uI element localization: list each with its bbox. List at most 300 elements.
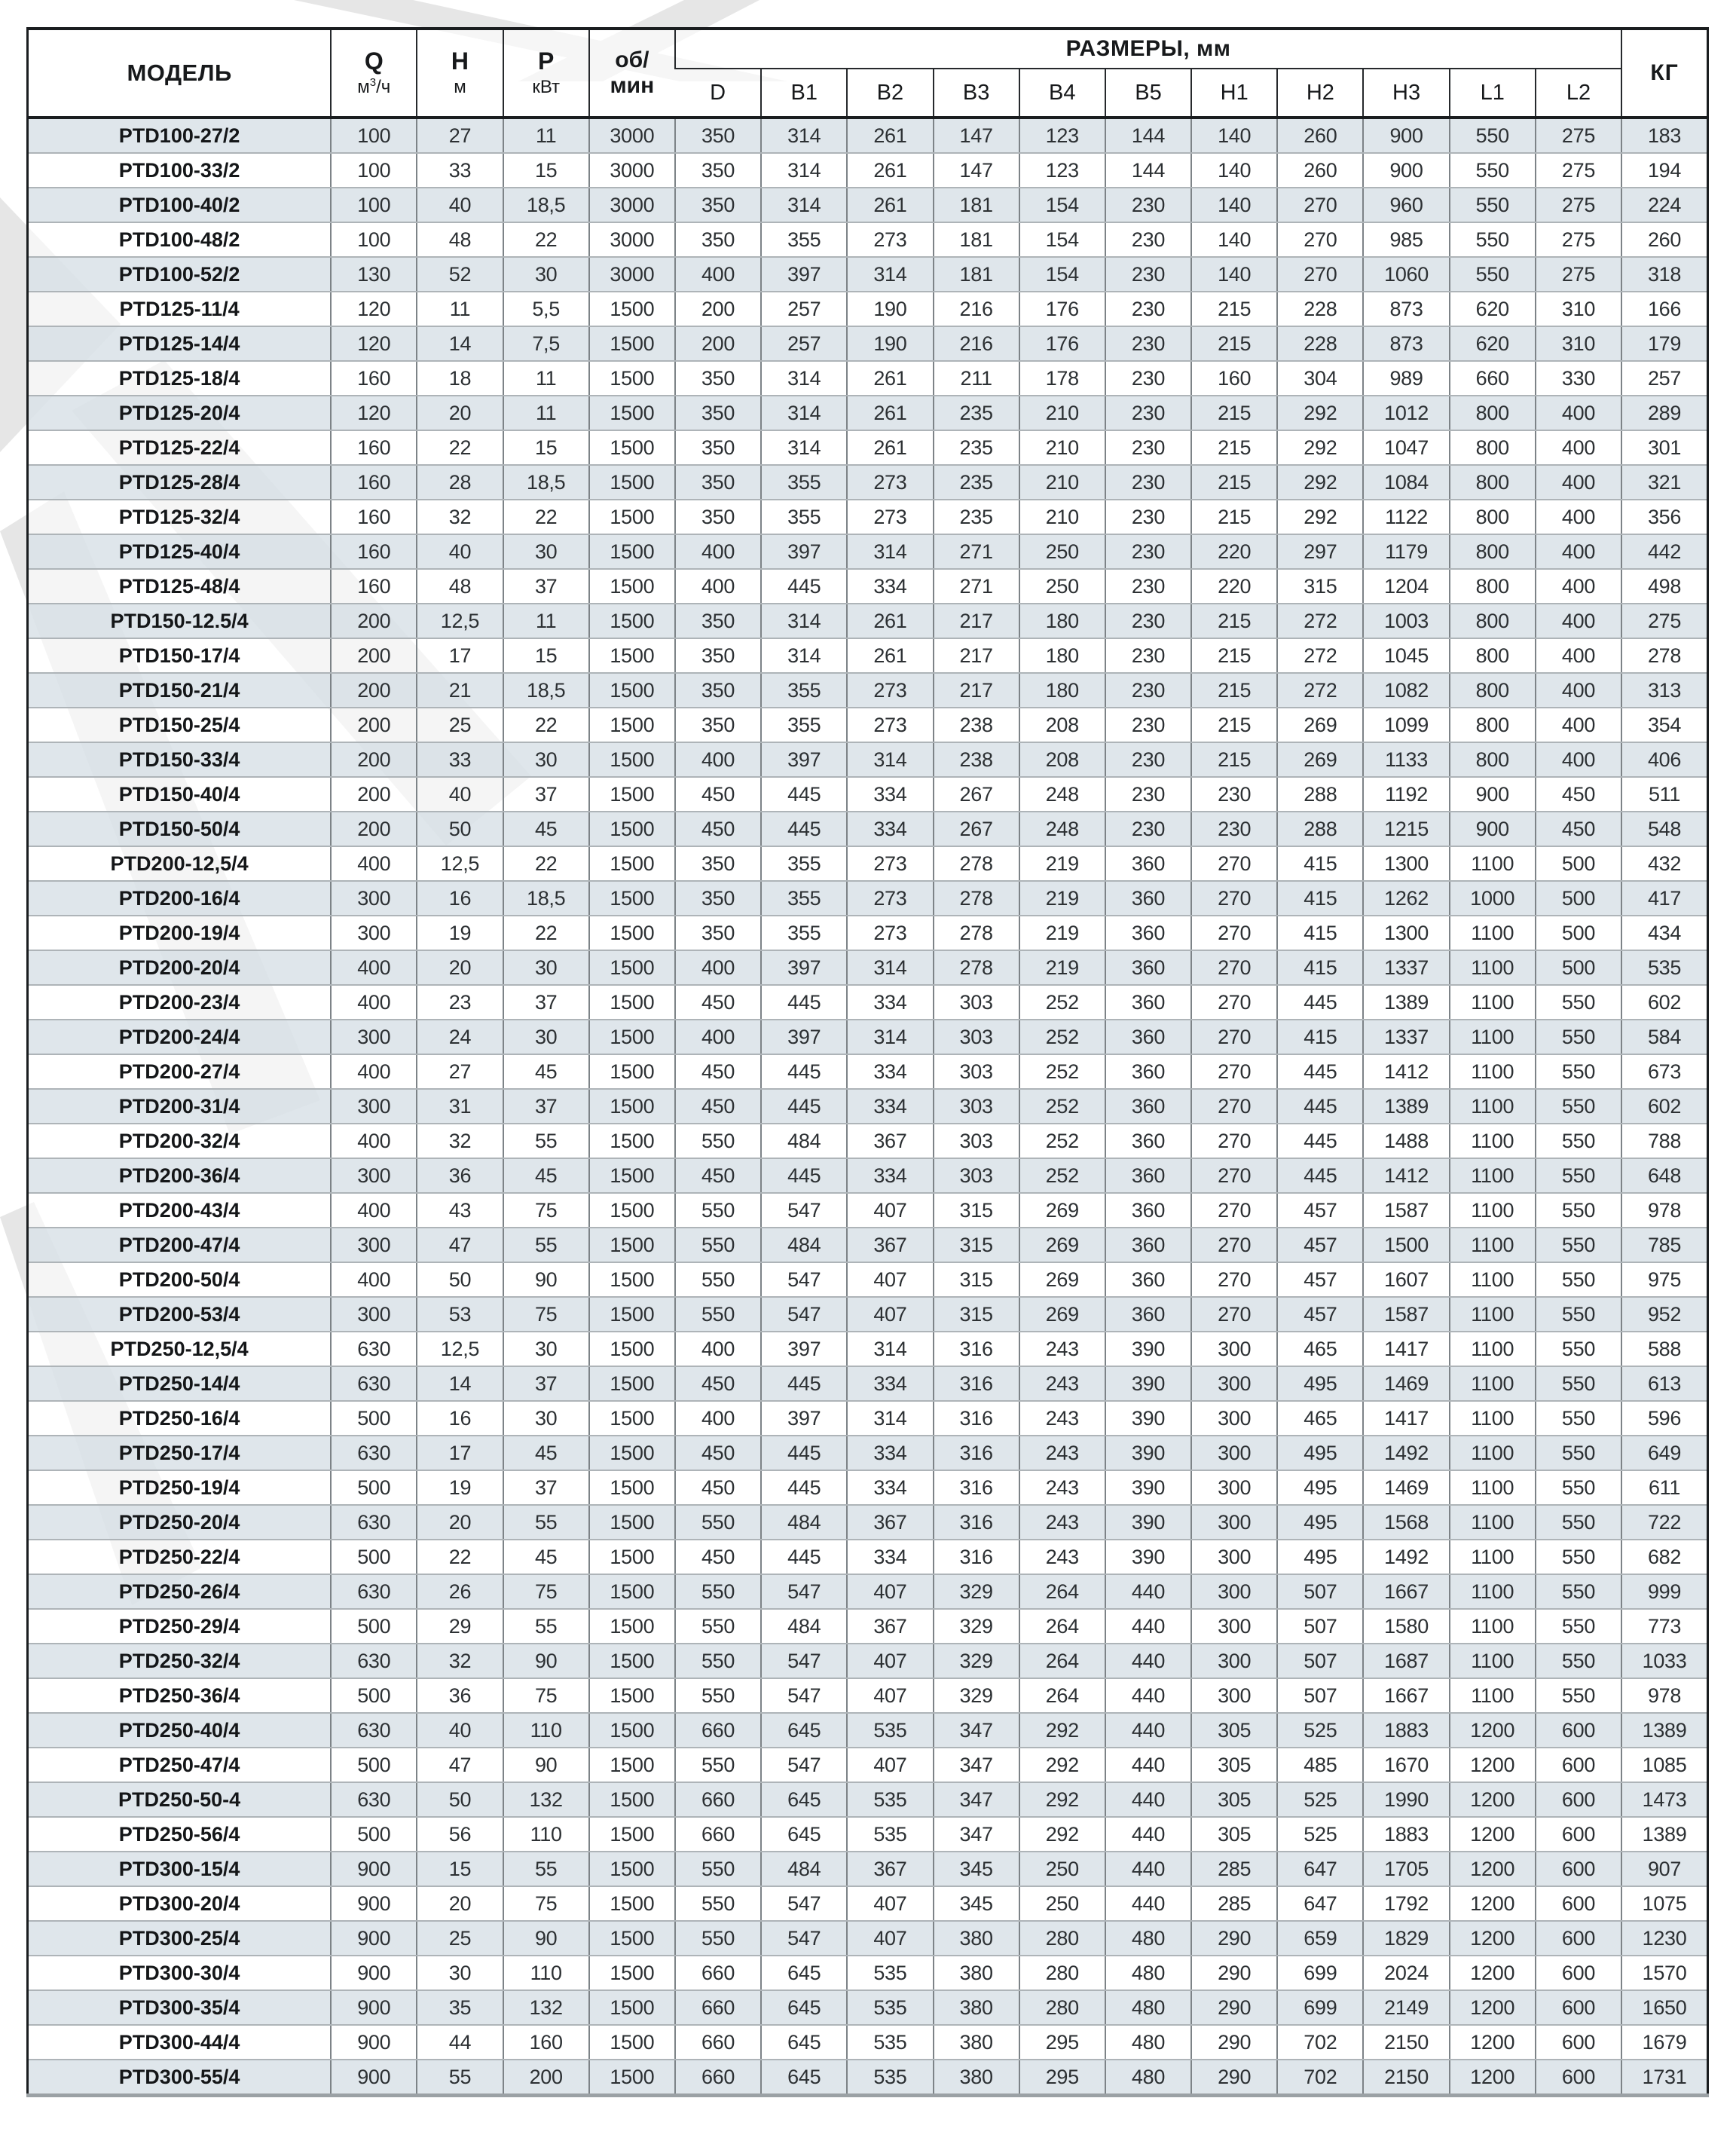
value-cell: 23 (417, 985, 503, 1020)
value-cell: 1883 (1363, 1817, 1449, 1852)
value-cell: 550 (1450, 118, 1536, 153)
value-cell: 1100 (1450, 846, 1536, 881)
value-cell: 406 (1621, 742, 1707, 777)
value-cell: 1100 (1450, 1644, 1536, 1678)
pump-spec-table (26, 27, 1709, 2097)
value-cell: 445 (761, 569, 847, 604)
value-cell: 270 (1277, 188, 1363, 222)
value-cell: 267 (934, 812, 1019, 846)
value-cell: 334 (847, 812, 933, 846)
value-cell: 480 (1105, 1990, 1191, 2025)
value-cell: 132 (503, 1990, 589, 2025)
value-cell: 216 (934, 292, 1019, 326)
value-cell: 1500 (589, 1297, 675, 1332)
value-cell: 600 (1536, 2025, 1621, 2060)
value-cell: 350 (675, 881, 761, 916)
value-cell: 290 (1191, 1956, 1277, 1990)
value-cell: 316 (934, 1436, 1019, 1470)
value-cell: 334 (847, 985, 933, 1020)
value-cell: 1500 (589, 742, 675, 777)
value-cell: 1100 (1450, 1401, 1536, 1436)
value-cell: 30 (503, 950, 589, 985)
table-row (28, 1505, 1708, 1540)
value-cell: 230 (1105, 569, 1191, 604)
value-cell: 210 (1019, 500, 1105, 534)
value-cell: 334 (847, 569, 933, 604)
value-cell: 215 (1191, 465, 1277, 500)
value-cell: 273 (847, 222, 933, 257)
table-row (28, 2025, 1708, 2060)
value-cell: 292 (1019, 1713, 1105, 1748)
value-cell: 450 (675, 1158, 761, 1193)
value-cell: 457 (1277, 1228, 1363, 1262)
value-cell: 354 (1621, 708, 1707, 742)
value-cell: 32 (417, 500, 503, 534)
value-cell: 90 (503, 1262, 589, 1297)
h-label: Н (451, 47, 469, 75)
value-cell: 305 (1191, 1713, 1277, 1748)
value-cell: 178 (1019, 361, 1105, 396)
value-cell: 275 (1621, 604, 1707, 638)
value-cell: 355 (761, 222, 847, 257)
value-cell: 250 (1019, 1886, 1105, 1921)
value-cell: 659 (1277, 1921, 1363, 1956)
value-cell: 495 (1277, 1436, 1363, 1470)
value-cell: 252 (1019, 1124, 1105, 1158)
value-cell: 1500 (589, 777, 675, 812)
value-cell: 75 (503, 1886, 589, 1921)
model-cell: PTD250-20/4 (28, 1505, 332, 1540)
value-cell: 350 (675, 673, 761, 708)
value-cell: 1500 (589, 1817, 675, 1852)
value-cell: 550 (675, 1262, 761, 1297)
value-cell: 1500 (589, 1436, 675, 1470)
value-cell: 548 (1621, 812, 1707, 846)
value-cell: 445 (1277, 985, 1363, 1020)
value-cell: 1000 (1450, 881, 1536, 916)
value-cell: 270 (1191, 881, 1277, 916)
value-cell: 75 (503, 1297, 589, 1332)
value-cell: 900 (331, 2025, 417, 2060)
value-cell: 248 (1019, 812, 1105, 846)
value-cell: 800 (1450, 638, 1536, 673)
value-cell: 215 (1191, 500, 1277, 534)
value-cell: 147 (934, 118, 1019, 153)
table-row (28, 1609, 1708, 1644)
value-cell: 273 (847, 465, 933, 500)
value-cell: 48 (417, 222, 503, 257)
value-cell: 48 (417, 569, 503, 604)
table-row (28, 2060, 1708, 2096)
value-cell: 24 (417, 1020, 503, 1054)
value-cell: 507 (1277, 1644, 1363, 1678)
value-cell: 11 (503, 361, 589, 396)
value-cell: 380 (934, 2025, 1019, 2060)
value-cell: 900 (331, 1921, 417, 1956)
value-cell: 32 (417, 1124, 503, 1158)
value-cell: 120 (331, 292, 417, 326)
column-header-p (503, 29, 589, 118)
value-cell: 434 (1621, 916, 1707, 950)
value-cell: 484 (761, 1609, 847, 1644)
value-cell: 800 (1450, 569, 1536, 604)
value-cell: 235 (934, 430, 1019, 465)
value-cell: 100 (331, 188, 417, 222)
value-cell: 660 (675, 2060, 761, 2096)
value-cell: 682 (1621, 1540, 1707, 1574)
value-cell: 1587 (1363, 1193, 1449, 1228)
value-cell: 1100 (1450, 1193, 1536, 1228)
table-row (28, 812, 1708, 846)
value-cell: 550 (1536, 1089, 1621, 1124)
value-cell: 1492 (1363, 1436, 1449, 1470)
value-cell: 1033 (1621, 1644, 1707, 1678)
value-cell: 272 (1277, 638, 1363, 673)
value-cell: 290 (1191, 1921, 1277, 1956)
value-cell: 450 (1536, 812, 1621, 846)
value-cell: 264 (1019, 1609, 1105, 1644)
value-cell: 480 (1105, 1921, 1191, 1956)
value-cell: 22 (503, 708, 589, 742)
value-cell: 252 (1019, 1054, 1105, 1089)
value-cell: 999 (1621, 1574, 1707, 1609)
value-cell: 1100 (1450, 1228, 1536, 1262)
value-cell: 22 (503, 222, 589, 257)
value-cell: 355 (761, 500, 847, 534)
value-cell: 407 (847, 1748, 933, 1782)
value-cell: 550 (675, 1193, 761, 1228)
value-cell: 550 (1450, 257, 1536, 292)
table-row (28, 153, 1708, 188)
value-cell: 22 (503, 846, 589, 881)
value-cell: 1085 (1621, 1748, 1707, 1782)
p-unit: кВт (532, 76, 561, 97)
value-cell: 1500 (589, 326, 675, 361)
value-cell: 228 (1277, 326, 1363, 361)
value-cell: 535 (847, 2060, 933, 2096)
model-cell: PTD125-48/4 (28, 569, 332, 604)
value-cell: 261 (847, 361, 933, 396)
value-cell: 800 (1450, 500, 1536, 534)
value-cell: 230 (1105, 465, 1191, 500)
value-cell: 271 (934, 569, 1019, 604)
value-cell: 33 (417, 153, 503, 188)
value-cell: 400 (1536, 465, 1621, 500)
value-cell: 445 (761, 1158, 847, 1193)
value-cell: 194 (1621, 153, 1707, 188)
value-cell: 445 (761, 1089, 847, 1124)
value-cell: 400 (675, 1020, 761, 1054)
table-row (28, 1366, 1708, 1401)
value-cell: 314 (761, 188, 847, 222)
value-cell: 400 (675, 569, 761, 604)
value-cell: 334 (847, 1470, 933, 1505)
value-cell: 1687 (1363, 1644, 1449, 1678)
column-header-h3: H3 (1363, 69, 1449, 118)
column-header-b4: B4 (1019, 69, 1105, 118)
value-cell: 547 (761, 1262, 847, 1297)
value-cell: 230 (1105, 361, 1191, 396)
value-cell: 219 (1019, 846, 1105, 881)
column-header-b2: B2 (847, 69, 933, 118)
value-cell: 400 (331, 985, 417, 1020)
value-cell: 400 (1536, 638, 1621, 673)
value-cell: 550 (675, 1505, 761, 1540)
value-cell: 1417 (1363, 1401, 1449, 1436)
value-cell: 550 (1536, 1366, 1621, 1401)
value-cell: 457 (1277, 1262, 1363, 1297)
value-cell: 800 (1450, 430, 1536, 465)
value-cell: 270 (1277, 257, 1363, 292)
value-cell: 1100 (1450, 1609, 1536, 1644)
value-cell: 873 (1363, 326, 1449, 361)
value-cell: 261 (847, 188, 933, 222)
value-cell: 261 (847, 638, 933, 673)
value-cell: 272 (1277, 604, 1363, 638)
column-header-h1: H1 (1191, 69, 1277, 118)
value-cell: 37 (503, 1089, 589, 1124)
value-cell: 450 (675, 812, 761, 846)
value-cell: 316 (934, 1401, 1019, 1436)
value-cell: 228 (1277, 292, 1363, 326)
value-cell: 269 (1277, 742, 1363, 777)
value-cell: 260 (1621, 222, 1707, 257)
value-cell: 2024 (1363, 1956, 1449, 1990)
model-cell: PTD125-18/4 (28, 361, 332, 396)
value-cell: 450 (675, 777, 761, 812)
value-cell: 400 (1536, 534, 1621, 569)
value-cell: 297 (1277, 534, 1363, 569)
value-cell: 1100 (1450, 1297, 1536, 1332)
value-cell: 230 (1105, 292, 1191, 326)
value-cell: 445 (761, 1436, 847, 1470)
value-cell: 400 (1536, 396, 1621, 430)
value-cell: 345 (934, 1886, 1019, 1921)
value-cell: 140 (1191, 118, 1277, 153)
model-cell: PTD150-33/4 (28, 742, 332, 777)
value-cell: 250 (1019, 569, 1105, 604)
value-cell: 1100 (1450, 1470, 1536, 1505)
value-cell: 303 (934, 985, 1019, 1020)
value-cell: 660 (675, 1782, 761, 1817)
value-cell: 1580 (1363, 1609, 1449, 1644)
table-row (28, 1193, 1708, 1228)
value-cell: 800 (1450, 465, 1536, 500)
value-cell: 305 (1191, 1817, 1277, 1852)
value-cell: 1679 (1621, 2025, 1707, 2060)
value-cell: 250 (1019, 534, 1105, 569)
value-cell: 445 (761, 1054, 847, 1089)
model-cell: PTD125-22/4 (28, 430, 332, 465)
value-cell: 243 (1019, 1470, 1105, 1505)
value-cell: 100 (331, 118, 417, 153)
table-row (28, 1540, 1708, 1574)
value-cell: 17 (417, 638, 503, 673)
value-cell: 1469 (1363, 1366, 1449, 1401)
value-cell: 432 (1621, 846, 1707, 881)
table-row (28, 1262, 1708, 1297)
value-cell: 264 (1019, 1574, 1105, 1609)
column-header-d: D (675, 69, 761, 118)
value-cell: 1500 (589, 2060, 675, 2096)
value-cell: 154 (1019, 188, 1105, 222)
value-cell: 40 (417, 777, 503, 812)
value-cell: 215 (1191, 708, 1277, 742)
value-cell: 440 (1105, 1713, 1191, 1748)
value-cell: 1133 (1363, 742, 1449, 777)
value-cell: 360 (1105, 1020, 1191, 1054)
table-row (28, 638, 1708, 673)
value-cell: 484 (761, 1852, 847, 1886)
value-cell: 15 (503, 638, 589, 673)
value-cell: 500 (1536, 916, 1621, 950)
value-cell: 645 (761, 2060, 847, 2096)
value-cell: 270 (1191, 1054, 1277, 1089)
value-cell: 484 (761, 1505, 847, 1540)
value-cell: 33 (417, 742, 503, 777)
value-cell: 1500 (589, 708, 675, 742)
value-cell: 400 (675, 742, 761, 777)
value-cell: 230 (1105, 396, 1191, 430)
value-cell: 535 (847, 1782, 933, 1817)
value-cell: 702 (1277, 2060, 1363, 2096)
value-cell: 873 (1363, 292, 1449, 326)
value-cell: 547 (761, 1644, 847, 1678)
model-cell: PTD200-16/4 (28, 881, 332, 916)
value-cell: 22 (417, 430, 503, 465)
value-cell: 27 (417, 1054, 503, 1089)
value-cell: 397 (761, 1332, 847, 1366)
value-cell: 535 (1621, 950, 1707, 985)
value-cell: 1500 (589, 1886, 675, 1921)
value-cell: 360 (1105, 881, 1191, 916)
value-cell: 445 (761, 1366, 847, 1401)
value-cell: 1200 (1450, 1713, 1536, 1748)
value-cell: 1045 (1363, 638, 1449, 673)
value-cell: 269 (1019, 1193, 1105, 1228)
value-cell: 1500 (589, 2025, 675, 2060)
value-cell: 649 (1621, 1436, 1707, 1470)
value-cell: 37 (503, 985, 589, 1020)
model-cell: PTD200-20/4 (28, 950, 332, 985)
value-cell: 334 (847, 1366, 933, 1401)
model-cell: PTD200-31/4 (28, 1089, 332, 1124)
value-cell: 210 (1019, 396, 1105, 430)
value-cell: 29 (417, 1609, 503, 1644)
value-cell: 350 (675, 396, 761, 430)
value-cell: 440 (1105, 1782, 1191, 1817)
value-cell: 550 (1536, 1297, 1621, 1332)
value-cell: 360 (1105, 1089, 1191, 1124)
value-cell: 407 (847, 1574, 933, 1609)
value-cell: 400 (1536, 604, 1621, 638)
value-cell: 140 (1191, 153, 1277, 188)
value-cell: 550 (1536, 1020, 1621, 1054)
value-cell: 350 (675, 465, 761, 500)
value-cell: 200 (503, 2060, 589, 2096)
value-cell: 1412 (1363, 1158, 1449, 1193)
value-cell: 350 (675, 500, 761, 534)
value-cell: 314 (847, 1332, 933, 1366)
value-cell: 1100 (1450, 985, 1536, 1020)
value-cell: 37 (503, 777, 589, 812)
value-cell: 1500 (589, 985, 675, 1020)
value-cell: 360 (1105, 1158, 1191, 1193)
value-cell: 1047 (1363, 430, 1449, 465)
value-cell: 457 (1277, 1193, 1363, 1228)
value-cell: 120 (331, 326, 417, 361)
value-cell: 900 (331, 1956, 417, 1990)
model-cell: PTD100-48/2 (28, 222, 332, 257)
value-cell: 230 (1105, 430, 1191, 465)
value-cell: 14 (417, 1366, 503, 1401)
value-cell: 347 (934, 1713, 1019, 1748)
value-cell: 660 (675, 1956, 761, 1990)
value-cell: 397 (761, 742, 847, 777)
value-cell: 270 (1191, 1262, 1277, 1297)
value-cell: 305 (1191, 1782, 1277, 1817)
table-row (28, 1678, 1708, 1713)
value-cell: 400 (331, 1262, 417, 1297)
model-cell: PTD300-44/4 (28, 2025, 332, 2060)
model-cell: PTD250-12,5/4 (28, 1332, 332, 1366)
value-cell: 1500 (589, 604, 675, 638)
value-cell: 600 (1536, 1852, 1621, 1886)
value-cell: 550 (1536, 1054, 1621, 1089)
value-cell: 350 (675, 222, 761, 257)
value-cell: 45 (503, 812, 589, 846)
table-row (28, 1020, 1708, 1054)
value-cell: 1650 (1621, 1990, 1707, 2025)
value-cell: 300 (331, 1297, 417, 1332)
value-cell: 230 (1105, 534, 1191, 569)
value-cell: 90 (503, 1644, 589, 1678)
ptd-dimensions-table (26, 27, 1709, 2097)
value-cell: 292 (1019, 1782, 1105, 1817)
value-cell: 50 (417, 812, 503, 846)
value-cell: 600 (1536, 1748, 1621, 1782)
model-cell: PTD200-23/4 (28, 985, 332, 1020)
value-cell: 550 (1536, 1644, 1621, 1678)
value-cell: 400 (675, 1401, 761, 1436)
value-cell: 270 (1191, 1020, 1277, 1054)
value-cell: 300 (1191, 1609, 1277, 1644)
value-cell: 1100 (1450, 1054, 1536, 1089)
table-row (28, 1886, 1708, 1921)
value-cell: 588 (1621, 1332, 1707, 1366)
value-cell: 415 (1277, 1020, 1363, 1054)
value-cell: 314 (761, 153, 847, 188)
value-cell: 660 (675, 1990, 761, 2025)
value-cell: 166 (1621, 292, 1707, 326)
value-cell: 15 (417, 1852, 503, 1886)
value-cell: 290 (1191, 1990, 1277, 2025)
rpm-line1: об/ (615, 47, 649, 73)
value-cell: 26 (417, 1574, 503, 1609)
value-cell: 620 (1450, 292, 1536, 326)
value-cell: 300 (331, 881, 417, 916)
column-header-l2: L2 (1536, 69, 1621, 118)
value-cell: 400 (675, 950, 761, 985)
value-cell: 360 (1105, 1262, 1191, 1297)
value-cell: 270 (1191, 985, 1277, 1020)
value-cell: 407 (847, 1921, 933, 1956)
value-cell: 20 (417, 950, 503, 985)
value-cell: 35 (417, 1990, 503, 2025)
value-cell: 300 (1191, 1436, 1277, 1470)
value-cell: 200 (331, 777, 417, 812)
value-cell: 3000 (589, 153, 675, 188)
